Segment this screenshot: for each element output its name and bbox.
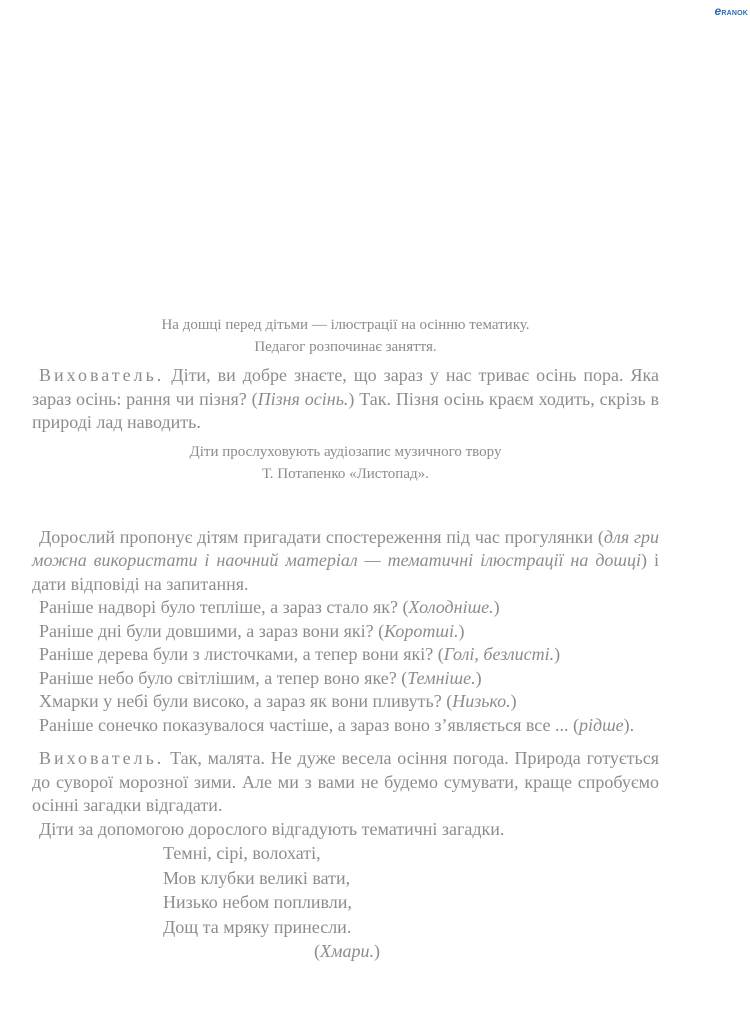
page-content bbox=[32, 314, 659, 963]
question-item: Раніше небо було світлішим, а тепер воно яке? (Темніше.) bbox=[39, 667, 482, 688]
question-answer: Темніше. bbox=[407, 667, 476, 688]
stage-note-line: Діти прослуховують аудіозапис музичного твору bbox=[189, 443, 502, 460]
riddle-poem bbox=[32, 841, 659, 939]
question-item: Хмарки у небі були високо, а зараз як вони пливуть? (Низько.) bbox=[39, 691, 517, 711]
publisher-logo bbox=[714, 4, 748, 18]
stage-note-line: Т. Потапенко «Листопад». bbox=[262, 465, 429, 482]
question-item: Раніше дерева були з листочками, а тепер вони які? (Голі, безлисті.) bbox=[39, 644, 561, 664]
poem-line: Низько небом попливли, bbox=[163, 892, 352, 912]
riddle-answer-text: Хмари. bbox=[320, 941, 374, 961]
question-answer: Голі, безлисті. bbox=[443, 644, 555, 664]
speaker-label: Вихователь. bbox=[39, 748, 165, 768]
poem-line: Дощ та мряку принесли. bbox=[163, 916, 352, 937]
teacher-intro-paragraph: Вихователь. Діти, ви добре знаєте, що зараз у нас триває осінь пора. Яка зараз осінь: рання чи пізня? (Пізня осінь.) Так. Пізня осінь краєм ходить, скрізь в природі лад наводить. bbox=[32, 365, 660, 432]
teacher-riddle-intro-paragraph: Вихователь. Так, малята. Не дуже весела осіння погода. Природа готується до суворої морозної зими. Але ми з вами не будемо сумувати, краще спробуємо осінні загадки відгадати. bbox=[32, 748, 659, 815]
speaker-label: Вихователь. bbox=[39, 365, 165, 385]
riddle-answer: (Хмари.) bbox=[314, 941, 380, 961]
material-note: для гри можна використати і наочний матеріал — тематичні ілюстрації на дошці bbox=[32, 526, 659, 570]
stage-note-line: На дошці перед дітьми — ілюстрації на осінню тематику. bbox=[161, 317, 530, 333]
poem-line: Мов клубки великі вати, bbox=[163, 867, 351, 888]
logo-text: RANOK bbox=[721, 10, 748, 17]
question-item: Раніше сонечко показувалося частіше, а зараз воно з’являється все ... (рідше). bbox=[39, 714, 635, 735]
stage-note-audio bbox=[32, 441, 659, 485]
poem-line: Темні, сірі, волохаті, bbox=[163, 843, 321, 863]
question-answer: Холодніше. bbox=[408, 597, 494, 617]
riddle-instruction: Діти за допомогою дорослого відгадують тематичні загадки. bbox=[39, 818, 505, 839]
stage-note-line: Педагог розпочинає заняття. bbox=[254, 339, 437, 355]
stage-note-illustrations bbox=[32, 314, 659, 358]
logo-mark: e bbox=[714, 4, 722, 18]
question-answer: Низько. bbox=[452, 691, 511, 711]
question-answer: Коротші. bbox=[384, 620, 459, 641]
child-answer: Пізня осінь. bbox=[257, 388, 349, 409]
question-item: Раніше надворі було тепліше, а зараз стало як? (Холодніше.) bbox=[39, 597, 500, 617]
question-answer: рідше bbox=[578, 714, 624, 735]
adult-instruction-paragraph: Дорослий пропонує дітям пригадати спостереження під час прогулянки (для гри можна використати і наочний матеріал — тематичні ілюстрації на дошці) і дати відповіді на запитання. bbox=[32, 526, 659, 594]
question-item: Раніше дні були довшими, а зараз вони які? (Коротші.) bbox=[39, 620, 465, 641]
